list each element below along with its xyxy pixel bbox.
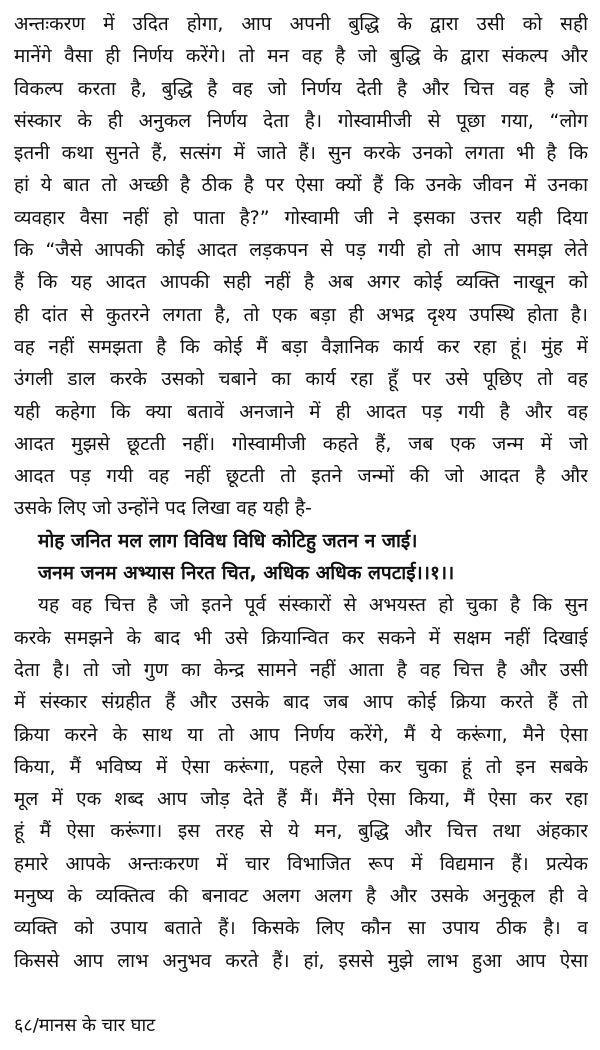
text-line: अन्तःकरण में उदित होगा, आप अपनी बुद्धि के द्वारा उसी को सही [14, 13, 588, 35]
text-line: आदत मुझसे छूटती नहीं। गोस्वामीजी कहते हैं, जब एक जन्म में जो [14, 432, 588, 455]
text-line: ही दांत से कुतरने लगता है, तो एक बड़ा ही अभद्र दृश्य उपस्थि होता है। [14, 303, 588, 326]
text-line: हैं कि यह आदत आपकी सही नहीं है अब अगर कोई व्यक्ति नाखून को [14, 271, 588, 294]
verse-line: मोह जनित मल लाग विविध विधि कोटिहु जतन न जाई। [38, 529, 418, 552]
text-line: हमारे आपके अन्तःकरण में चार विभाजित रूप में विद्यमान हैं। प्रत्येक [14, 852, 588, 875]
text-line: किससे आप लाभ अनुभव करते हैं। हां, इससे मुझे लाभ हुआ आप ऐसा [14, 949, 588, 972]
text-line: यही कहेगा कि क्या बतावें अनजाने में ही आदत पड़ गयी है और वह [14, 400, 588, 423]
body-text [14, 8, 588, 977]
text-line: करके समझने के बाद भी उसे क्रियान्वित कर सकने में सक्षम नहीं दिखाई [14, 626, 588, 649]
text-line: व्यक्ति को उपाय बताते हैं। किसके लिए कौन सा उपाय ठीक है। व [14, 917, 588, 940]
text-line: यह वह चित्त है जो इतने पूर्व संस्कारों से अभयस्त हो चुका है कि सुन [38, 594, 588, 617]
text-line: क्रिया करने के साथ या तो आप निर्णय करेंगे, मैं ये करूंगा, मैने ऐसा [14, 723, 588, 746]
page-footer: ६८/मानस के चार घाट [14, 1015, 156, 1036]
text-line: देता है। तो जो गुण का केन्द्र सामने नहीं आता है वह चित्त है और उसी [14, 658, 588, 681]
text-line: उसके लिए जो उन्होंने पद लिखा वह यही है- [14, 497, 312, 520]
text-line: हूं मैं ऐसा करूंगा। इस तरह से ये मन, बुद्धि और चित्त तथा अंहकार [14, 820, 588, 843]
text-line: कि “जैसे आपकी कोई आदत लड़कपन से पड़ गयी हो तो आप समझ लेते [14, 239, 588, 262]
text-line: मनुष्य के व्यक्तित्व की बनावट अलग अलग है और उसके अनुकूल ही वे [14, 885, 588, 908]
text-line: मानेंगे वैसा ही निर्णय करेंगे। तो मन वह है जो बुद्धि के द्वारा संकल्प और [14, 45, 588, 68]
text-line: संस्कार के ही अनुकल निर्णय देता है। गोस्वामीजी से पूछा गया, “लोग [14, 109, 588, 132]
text-line: मूल में एक शब्द आप जोड़ देते हैं मैं। मैंने ऐसा किया, मैं ऐसा कर रहा [14, 788, 588, 811]
text-line: किया, मैं भविष्य में ऐसा करूंगा, पहले ऐसा कर चुका हूं तो इन सबके [14, 755, 588, 778]
text-line: व्यवहार वैसा नहीं हो पाता है?” गोस्वामी जी ने इसका उत्तर यही दिया [14, 206, 588, 229]
text-line: आदत पड़ गयी वह नहीं छूटती तो इतने जन्मों की जो आदत है और [14, 465, 588, 488]
text-line: में संस्कार संग्रहीत हैं और उसके बाद जब आप कोई क्रिया करते हैं तो [14, 691, 588, 714]
text-line: उंगली डाल करके उसको चबाने का कार्य रहा हूँ पर उसे पूछिए तो वह [14, 368, 588, 391]
text-line: विकल्प करता है, बुद्धि है वह जो निर्णय देती है और चित्त वह है जो [14, 77, 588, 100]
text-line: वह नहीं समझता है कि कोई मैं बड़ा वैज्ञानिक कार्य कर रहा हूं। मुंह में [14, 335, 588, 358]
verse-line: जनम जनम अभ्यास निरत चित, अधिक अधिक लपटाई।।१।। [38, 562, 455, 585]
text-line: हां ये बात तो अच्छी है ठीक है पर ऐसा क्यों हैं कि उनके जीवन में उनका [14, 174, 588, 197]
text-line: इतनी कथा सुनते हैं, सत्संग में जाते हैं। सुन करके उनको लगता भी है कि [14, 142, 588, 165]
